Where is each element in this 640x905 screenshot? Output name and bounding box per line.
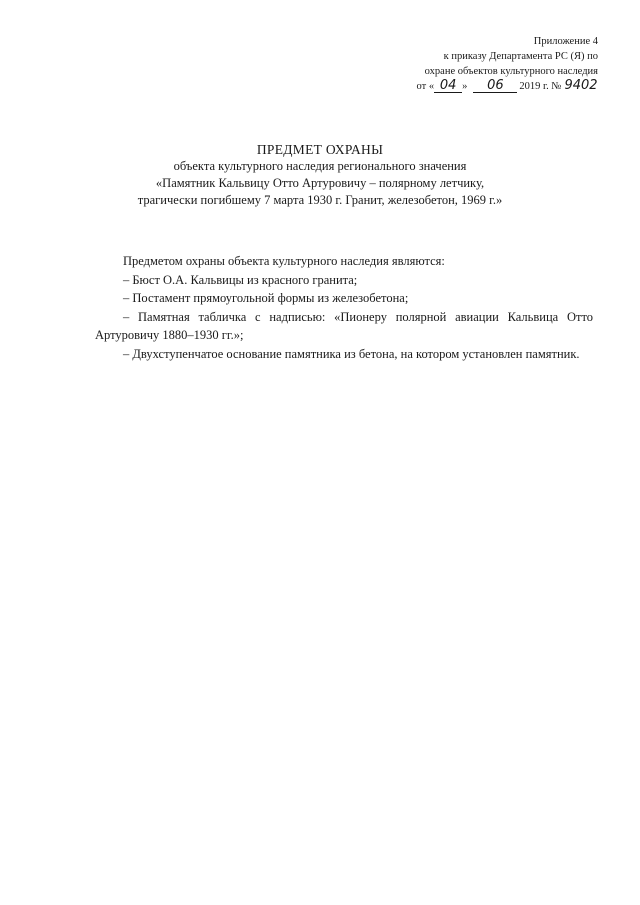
order-reference-line2: охране объектов культурного наследия: [424, 66, 598, 77]
appendix-number: Приложение 4: [533, 36, 598, 47]
handwritten-day: 04: [434, 80, 462, 93]
list-item: – Бюст О.А. Кальвицы из красного гранита;: [123, 272, 358, 287]
title-line1: объекта культурного наследия регионального значения: [173, 159, 467, 173]
title-line2: «Памятник Кальвицу Отто Артуровичу – полярному летчику,: [155, 176, 485, 190]
body-intro: Предметом охраны объекта культурного наследия являются:: [123, 254, 445, 268]
order-reference-line1: к приказу Департамента РС (Я) по: [443, 51, 598, 62]
list-item: – Двухступенчатое основание памятника из бетона, на котором установлен памятник.: [123, 346, 580, 361]
list-item: – Постамент прямоугольной формы из железобетона;: [123, 291, 409, 305]
order-date-line: [390, 79, 598, 94]
year-text: 2019 г. №: [519, 81, 562, 92]
document-title: ПРЕДМЕТ ОХРАНЫ: [256, 142, 384, 157]
title-line3: трагически погибшему 7 марта 1930 г. Гранит, железобетон, 1969 г.»: [137, 193, 503, 207]
list-item: – Памятная табличка с надписью: «Пионеру полярной авиации Кальвица Отто Артуровичу 1880–1930 гг.»;: [95, 309, 593, 342]
appendix-header: [390, 34, 598, 94]
document-body: [95, 252, 593, 363]
handwritten-order-number: 9402: [564, 78, 598, 93]
title-block: [120, 141, 520, 209]
date-prefix: от «: [416, 81, 435, 92]
handwritten-month: 06: [473, 80, 517, 93]
date-mid: »: [462, 81, 468, 92]
